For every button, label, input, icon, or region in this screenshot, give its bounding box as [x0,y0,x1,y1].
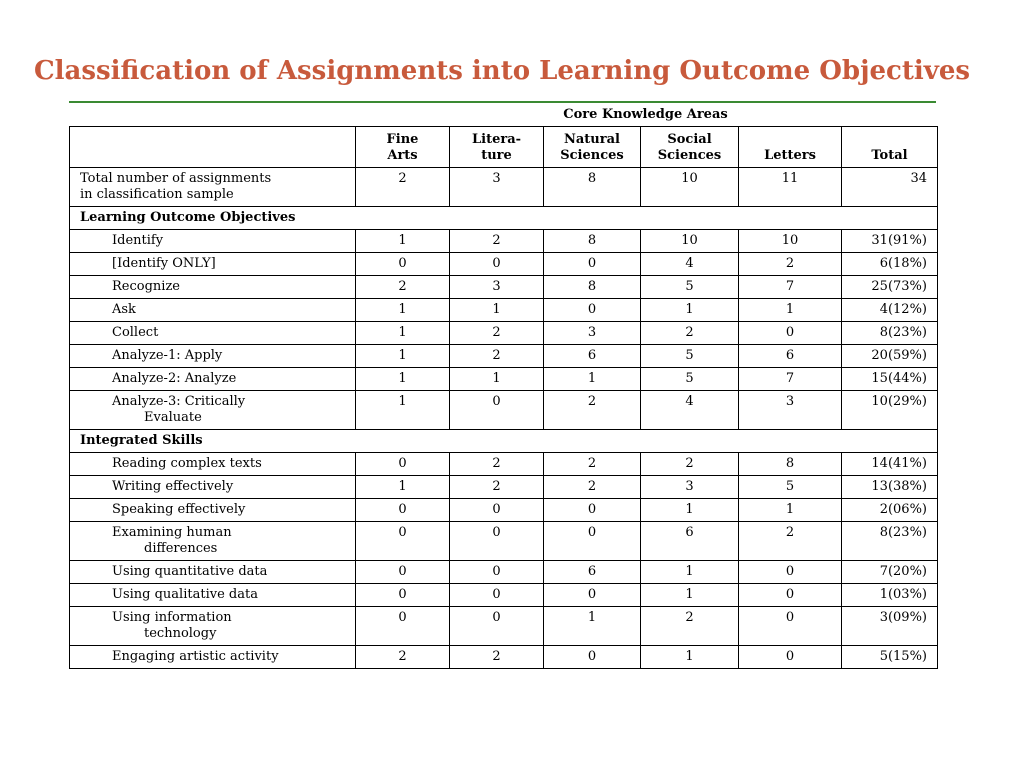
table-row [70,646,938,669]
total-cell: 8(23%) [842,322,938,345]
row-label [70,391,356,430]
total-cell: 13(38%) [842,476,938,499]
value-cell: 5 [641,345,739,368]
title-divider [69,101,936,103]
table-row [70,345,938,368]
row-label-line: Examining human [112,525,232,540]
value-cell: 0 [450,499,544,522]
total-cell: 20(59%) [842,345,938,368]
value-cell: 2 [544,476,641,499]
value-cell: 0 [739,646,842,669]
value-cell: 2 [544,391,641,430]
row-label [70,646,356,669]
value-cell: 10 [641,230,739,253]
value-cell: 8 [544,276,641,299]
value-cell: 0 [544,299,641,322]
column-header: Social Sciences [641,127,739,168]
value-cell: 0 [544,584,641,607]
row-label-line: Analyze-3: Critically [112,394,246,409]
column-header: Litera- ture [450,127,544,168]
value-cell: 1 [356,476,450,499]
table-row [70,584,938,607]
value-cell: 1 [641,584,739,607]
table-row [70,522,938,561]
value-cell: 0 [739,584,842,607]
row-label-line: Total number of assignments [80,171,272,186]
value-cell: 7 [739,368,842,391]
table-row [70,253,938,276]
value-cell: 1 [356,299,450,322]
table-row [70,230,938,253]
row-label [70,499,356,522]
value-cell: 2 [450,230,544,253]
value-cell: 3 [450,168,544,207]
value-cell: 0 [356,522,450,561]
table-row [70,368,938,391]
total-cell: 4(12%) [842,299,938,322]
value-cell: 1 [356,345,450,368]
table-row [70,299,938,322]
value-cell: 2 [450,646,544,669]
value-cell: 0 [450,253,544,276]
value-cell: 2 [544,453,641,476]
value-cell: 0 [544,646,641,669]
row-label [70,584,356,607]
section-title: Learning Outcome Objectives [70,207,938,230]
value-cell: 1 [544,607,641,646]
row-label [70,345,356,368]
column-header-row [70,127,938,168]
value-cell: 1 [641,646,739,669]
header-empty-cell [70,127,356,168]
value-cell: 1 [356,391,450,430]
row-label [70,476,356,499]
table-row [70,476,938,499]
total-cell: 6(18%) [842,253,938,276]
table-row [70,499,938,522]
value-cell: 0 [739,322,842,345]
slide-title: Classification of Assignments into Learning Outcome Objectives [33,56,971,86]
total-cell: 1(03%) [842,584,938,607]
section-header-row [70,207,938,230]
column-header: Natural Sciences [544,127,641,168]
value-cell: 0 [739,607,842,646]
section-title: Integrated Skills [70,430,938,453]
value-cell: 3 [641,476,739,499]
value-cell: 8 [544,168,641,207]
row-label [70,253,356,276]
value-cell: 2 [356,168,450,207]
value-cell: 8 [544,230,641,253]
row-label-line: Recognize [112,279,180,294]
value-cell: 0 [544,499,641,522]
total-cell: 3(09%) [842,607,938,646]
row-label-line: Collect [112,325,159,340]
value-cell: 1 [356,322,450,345]
value-cell: 2 [356,646,450,669]
value-cell: 6 [739,345,842,368]
value-cell: 10 [739,230,842,253]
row-label-line: [Identify ONLY] [112,256,216,271]
value-cell: 0 [356,453,450,476]
row-label [70,299,356,322]
value-cell: 5 [739,476,842,499]
value-cell: 2 [450,322,544,345]
value-cell: 1 [641,499,739,522]
value-cell: 2 [641,322,739,345]
table-row [70,322,938,345]
total-cell: 7(20%) [842,561,938,584]
value-cell: 1 [356,368,450,391]
value-cell: 3 [739,391,842,430]
table-row [70,561,938,584]
value-cell: 2 [450,453,544,476]
value-cell: 0 [544,522,641,561]
value-cell: 2 [641,607,739,646]
value-cell: 6 [544,561,641,584]
total-cell: 34 [842,168,938,207]
value-cell: 3 [544,322,641,345]
total-cell: 2(06%) [842,499,938,522]
value-cell: 0 [356,499,450,522]
row-label [70,168,356,207]
total-cell: 25(73%) [842,276,938,299]
row-label-line: Speaking effectively [112,502,246,517]
value-cell: 6 [641,522,739,561]
total-cell: 10(29%) [842,391,938,430]
column-header: Letters [739,127,842,168]
value-cell: 0 [356,607,450,646]
row-label-line: differences [144,541,218,556]
value-cell: 0 [450,607,544,646]
table-row [70,168,938,207]
value-cell: 2 [739,253,842,276]
value-cell: 8 [739,453,842,476]
value-cell: 0 [450,522,544,561]
core-knowledge-areas-header: Core Knowledge Areas [563,107,728,122]
table-row [70,453,938,476]
total-cell: 5(15%) [842,646,938,669]
total-cell: 15(44%) [842,368,938,391]
value-cell: 3 [450,276,544,299]
value-cell: 1 [450,368,544,391]
value-cell: 1 [641,561,739,584]
value-cell: 0 [544,253,641,276]
value-cell: 1 [739,499,842,522]
total-cell: 14(41%) [842,453,938,476]
table-row [70,607,938,646]
value-cell: 1 [450,299,544,322]
total-cell: 31(91%) [842,230,938,253]
value-cell: 1 [356,230,450,253]
row-label-line: Ask [112,302,136,317]
classification-table [69,126,938,669]
value-cell: 4 [641,253,739,276]
value-cell: 0 [356,561,450,584]
value-cell: 5 [641,276,739,299]
row-label-line: Using information [112,610,232,625]
row-label [70,368,356,391]
value-cell: 0 [739,561,842,584]
row-label-line: Analyze-1: Apply [112,348,223,363]
column-header: Fine Arts [356,127,450,168]
value-cell: 10 [641,168,739,207]
value-cell: 7 [739,276,842,299]
row-label [70,522,356,561]
value-cell: 2 [356,276,450,299]
row-label [70,453,356,476]
value-cell: 2 [739,522,842,561]
value-cell: 6 [544,345,641,368]
row-label [70,561,356,584]
value-cell: 1 [739,299,842,322]
value-cell: 1 [641,299,739,322]
row-label [70,230,356,253]
row-label-line: Using qualitative data [112,587,258,602]
total-cell: 8(23%) [842,522,938,561]
row-label-line: Evaluate [144,410,202,425]
table-row [70,391,938,430]
value-cell: 0 [356,253,450,276]
value-cell: 2 [641,453,739,476]
row-label-line: Engaging artistic activity [112,649,279,664]
value-cell: 4 [641,391,739,430]
value-cell: 2 [450,345,544,368]
value-cell: 5 [641,368,739,391]
row-label [70,276,356,299]
row-label-line: Reading complex texts [112,456,262,471]
row-label-line: Writing effectively [112,479,234,494]
column-header: Total [842,127,938,168]
row-label-line: Identify [112,233,164,248]
value-cell: 0 [450,391,544,430]
table-row [70,276,938,299]
value-cell: 2 [450,476,544,499]
row-label-line: in classification sample [80,187,234,202]
value-cell: 1 [544,368,641,391]
row-label-line: Analyze-2: Analyze [112,371,237,386]
value-cell: 0 [356,584,450,607]
section-header-row [70,430,938,453]
value-cell: 11 [739,168,842,207]
row-label [70,322,356,345]
row-label-line: Using quantitative data [112,564,268,579]
value-cell: 0 [450,561,544,584]
value-cell: 0 [450,584,544,607]
row-label-line: technology [144,626,217,641]
row-label [70,607,356,646]
